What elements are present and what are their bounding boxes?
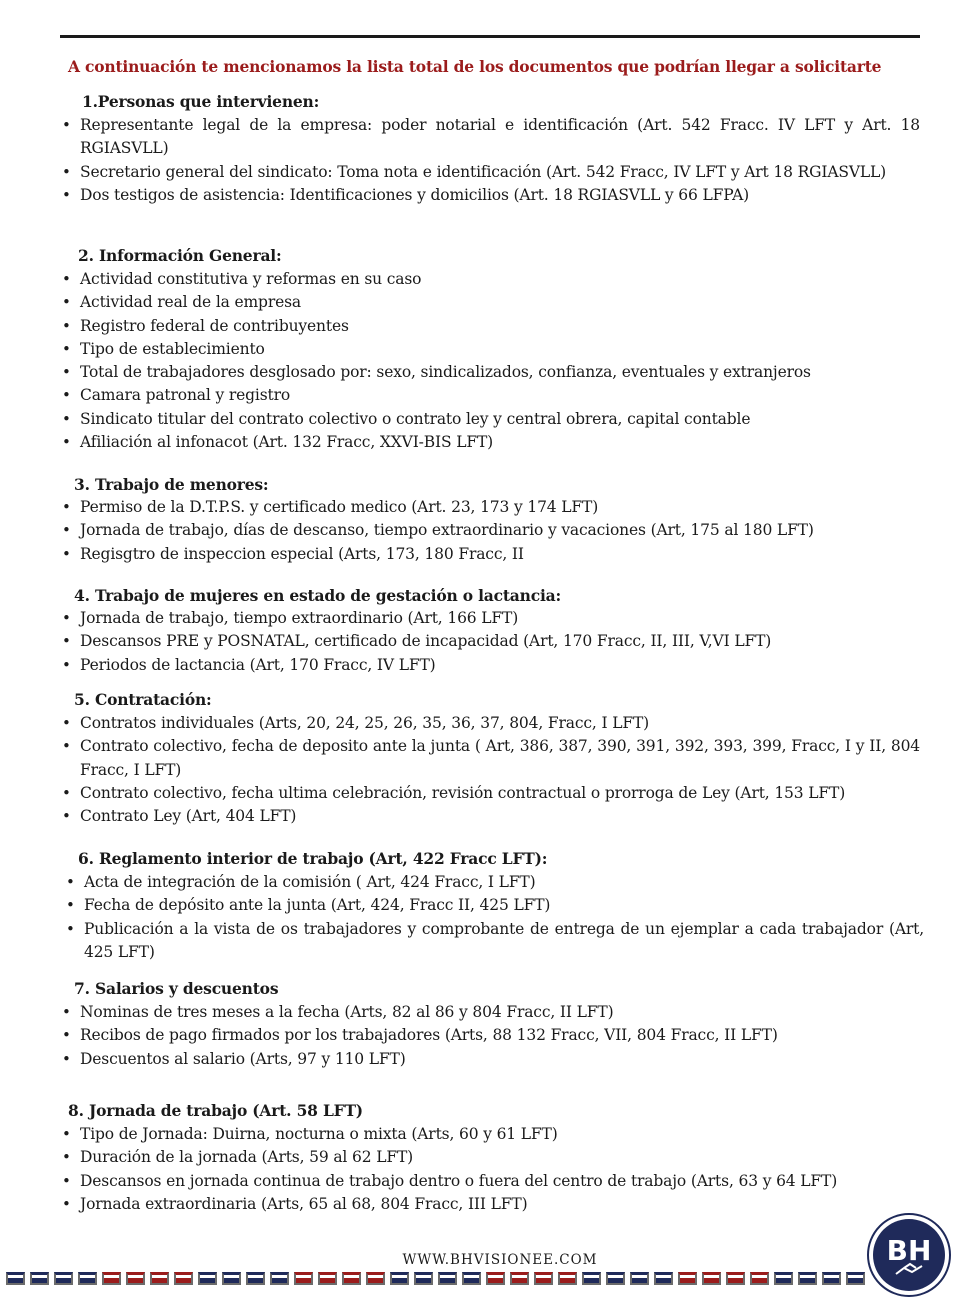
border-box (54, 1272, 73, 1285)
section-title: 3. Trabajo de menores: (74, 475, 269, 494)
section-title: 6. Reglamento interior de trabajo (Art, 422 Fracc LFT): (78, 849, 548, 868)
border-box (414, 1272, 433, 1285)
border-box (726, 1272, 745, 1285)
list-item: • Jornada de trabajo, tiempo extraordinario (Art, 166 LFT) (60, 607, 920, 630)
list-item: • Nominas de tres meses a la fecha (Arts, 82 al 86 y 804 Fracc, II LFT) (60, 1001, 920, 1024)
border-box (150, 1272, 169, 1285)
list-item: • Descansos en jornada continua de trabajo dentro o fuera del centro de trabajo (Arts, 63 y 64 LFT) (60, 1170, 920, 1193)
border-box (630, 1272, 649, 1285)
list-item: • Descansos PRE y POSNATAL, certificado de incapacidad (Art, 170 Fracc, II, III, V,VI LFT) (60, 630, 920, 653)
border-box (270, 1272, 289, 1285)
section-menores-list (60, 496, 920, 566)
border-box (78, 1272, 97, 1285)
border-box (342, 1272, 361, 1285)
border-box (582, 1272, 601, 1285)
section-title: 7. Salarios y descuentos (74, 979, 279, 998)
section-title: 2. Información General: (78, 246, 282, 265)
border-box (30, 1272, 49, 1285)
section-menores (74, 473, 934, 496)
list-item: • Contratos individuales (Arts, 20, 24, 25, 26, 35, 36, 37, 804, Fracc, I LFT) (60, 712, 920, 735)
border-box (486, 1272, 505, 1285)
border-box (822, 1272, 841, 1285)
section-informacion (78, 244, 938, 267)
section-contratacion-list (60, 712, 920, 828)
footer-website[interactable]: WWW.BHVISIONEE.COM (402, 1252, 598, 1268)
list-item: • Tipo de Jornada: Duirna, nocturna o mixta (Arts, 60 y 61 LFT) (60, 1123, 920, 1146)
border-box (846, 1272, 865, 1285)
list-item: • Contrato Ley (Art, 404 LFT) (60, 805, 920, 828)
list-item: • Camara patronal y registro (60, 384, 920, 407)
border-box (702, 1272, 721, 1285)
border-box (366, 1272, 385, 1285)
border-box (462, 1272, 481, 1285)
list-item: • Actividad constitutiva y reformas en su caso (60, 268, 920, 291)
list-item: • Secretario general del sindicato: Toma nota e identificación (Art. 542 Fracc, IV LFT y Art 18 RGIASVLL) (60, 161, 920, 184)
list-item: • Duración de la jornada (Arts, 59 al 62 LFT) (60, 1146, 920, 1169)
section-personas (82, 90, 942, 113)
section-reglamento (78, 847, 938, 870)
section-mujeres-list (60, 607, 920, 677)
list-item: • Sindicato titular del contrato colectivo o contrato ley y central obrera, capital contable (60, 408, 920, 431)
section-personas-list (60, 114, 920, 207)
list-item: • Afiliación al infonacot (Art. 132 Fracc, XXVI-BIS LFT) (60, 431, 920, 454)
border-box (246, 1272, 265, 1285)
border-box (294, 1272, 313, 1285)
border-box (102, 1272, 121, 1285)
list-item: • Permiso de la D.T.P.S. y certificado medico (Art. 23, 173 y 174 LFT) (60, 496, 920, 519)
border-box (606, 1272, 625, 1285)
border-box (558, 1272, 577, 1285)
border-box (510, 1272, 529, 1285)
list-item: • Total de trabajadores desglosado por: sexo, sindicalizados, confianza, eventuales y extranjeros (60, 361, 920, 384)
border-box (534, 1272, 553, 1285)
section-contratacion (74, 688, 934, 711)
border-box (774, 1272, 793, 1285)
logo-text: BH (886, 1234, 932, 1267)
list-item: • Descuentos al salario (Arts, 97 y 110 LFT) (60, 1048, 920, 1071)
section-title: 4. Trabajo de mujeres en estado de gestación o lactancia: (74, 586, 562, 605)
list-item: • Registro federal de contribuyentes (60, 315, 920, 338)
bh-logo (866, 1212, 952, 1298)
section-jornada-list (60, 1123, 920, 1216)
border-box (678, 1272, 697, 1285)
border-box (198, 1272, 217, 1285)
border-box (798, 1272, 817, 1285)
decorative-border (0, 1272, 876, 1290)
section-mujeres (74, 584, 934, 607)
list-item: • Jornada de trabajo, días de descanso, tiempo extraordinario y vacaciones (Art, 175 al 180 LFT) (60, 519, 920, 542)
list-item: • Recibos de pago firmados por los trabajadores (Arts, 88 132 Fracc, VII, 804 Fracc, II LFT) (60, 1024, 920, 1047)
border-box (750, 1272, 769, 1285)
list-item: • Regisgtro de inspeccion especial (Arts, 173, 180 Fracc, II (60, 543, 920, 566)
border-box (222, 1272, 241, 1285)
list-item: • Jornada extraordinaria (Arts, 65 al 68, 804 Fracc, III LFT) (60, 1193, 920, 1216)
top-divider (60, 35, 920, 38)
list-item: • Periodos de lactancia (Art, 170 Fracc, IV LFT) (60, 654, 920, 677)
border-box (654, 1272, 673, 1285)
section-title: 5. Contratación: (74, 690, 212, 709)
section-reglamento-list (64, 871, 924, 964)
border-box (318, 1272, 337, 1285)
section-title: 8. Jornada de trabajo (Art. 58 LFT) (68, 1101, 363, 1120)
list-item: • Publicación a la vista de os trabajadores y comprobante de entrega de un ejemplar a cada trabajador (Art, 425 LFT) (64, 918, 924, 965)
list-item: • Actividad real de la empresa (60, 291, 920, 314)
list-item: • Tipo de establecimiento (60, 338, 920, 361)
section-informacion-list (60, 268, 920, 454)
list-item: • Representante legal de la empresa: poder notarial e identificación (Art. 542 Fracc. IV LFT y Art. 18 RGIASVLL) (60, 114, 920, 161)
section-salarios (74, 977, 934, 1000)
list-item: • Fecha de depósito ante la junta (Art, 424, Fracc II, 425 LFT) (64, 894, 924, 917)
border-box (6, 1272, 25, 1285)
list-item: • Contrato colectivo, fecha ultima celebración, revisión contractual o prorroga de Ley (Art, 153 LFT) (60, 782, 920, 805)
section-title: 1.Personas que intervienen: (82, 92, 320, 111)
border-box (174, 1272, 193, 1285)
border-box (126, 1272, 145, 1285)
border-box (390, 1272, 409, 1285)
list-item: • Dos testigos de asistencia: Identificaciones y domicilios (Art. 18 RGIASVLL y 66 LFPA) (60, 184, 920, 207)
section-salarios-list (60, 1001, 920, 1071)
section-jornada (68, 1099, 928, 1122)
intro-heading: A continuación te mencionamos la lista total de los documentos que podrían llegar a solicitarte (68, 57, 882, 76)
border-box (438, 1272, 457, 1285)
list-item: • Contrato colectivo, fecha de deposito ante la junta ( Art, 386, 387, 390, 391, 392, 393, 399, Fracc, I y II, 804 Fracc, I LFT) (60, 735, 920, 782)
list-item: • Acta de integración de la comisión ( Art, 424 Fracc, I LFT) (64, 871, 924, 894)
